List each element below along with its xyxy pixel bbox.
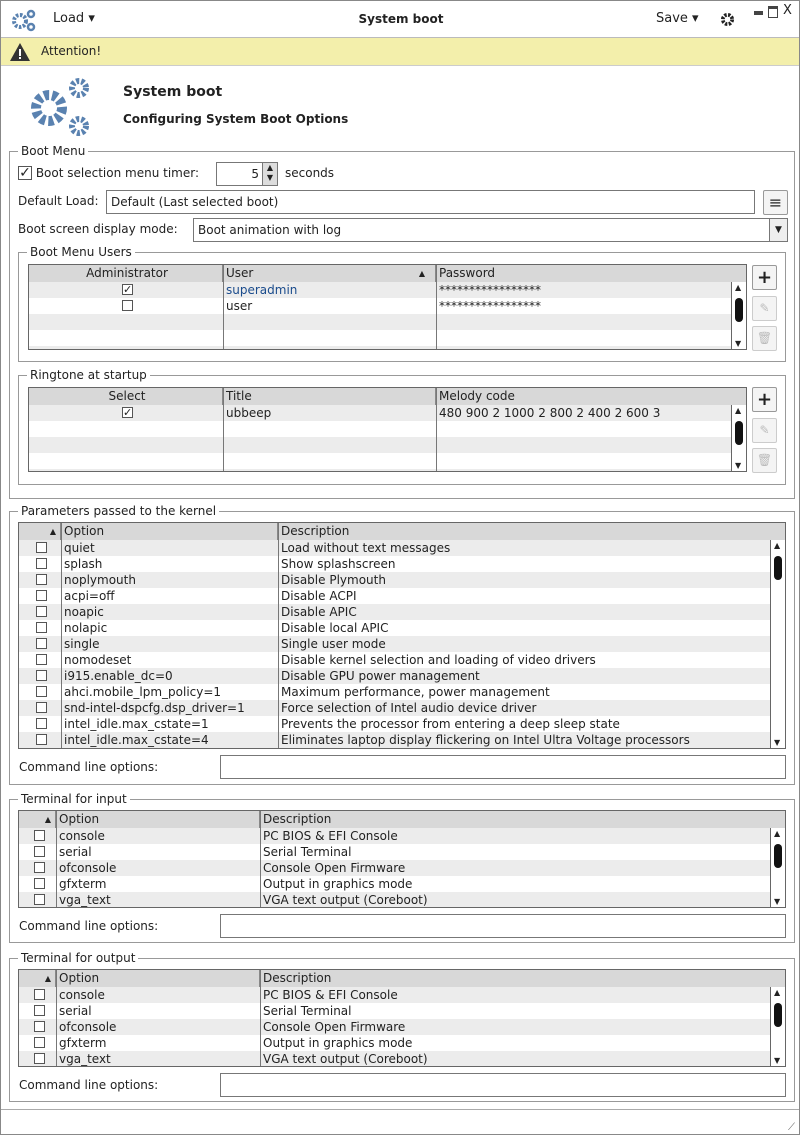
column-header-label: Administrator <box>86 266 168 280</box>
table-row[interactable] <box>19 1003 785 1019</box>
checkbox[interactable]: ✓ <box>123 283 133 296</box>
delete-user-button[interactable]: 🗑 <box>752 326 777 351</box>
table-row[interactable] <box>19 556 785 572</box>
password-cell: ***************** <box>439 299 541 313</box>
admin-checkbox-cell[interactable] <box>29 298 223 314</box>
column-header[interactable] <box>29 265 223 282</box>
checkbox[interactable] <box>36 734 47 745</box>
column-header-label: User <box>226 266 254 280</box>
attention-bar <box>1 38 799 66</box>
table-row[interactable] <box>19 860 785 876</box>
timer-spinner[interactable] <box>216 162 278 186</box>
checkbox[interactable] <box>34 894 45 905</box>
option-cell: intel_idle.max_cstate=4 <box>64 733 209 747</box>
scroll-down-icon[interactable]: ▼ <box>774 1056 781 1065</box>
default-load-field[interactable]: Default (Last selected boot) <box>106 190 755 214</box>
option-checkbox-cell[interactable] <box>19 604 61 620</box>
ringtone-legend: Ringtone at startup <box>30 368 147 382</box>
settings-gear-icon[interactable] <box>720 12 735 27</box>
sort-arrow-icon: ▲ <box>44 974 51 983</box>
column-header[interactable] <box>223 265 436 282</box>
option-cell: noplymouth <box>64 573 136 587</box>
description-cell: Load without text messages <box>281 541 451 555</box>
option-checkbox-cell[interactable] <box>19 844 56 860</box>
empty-row <box>29 314 746 330</box>
header-subtitle: Configuring System Boot Options <box>123 112 349 126</box>
option-cell: ofconsole <box>59 1020 117 1034</box>
description-cell: Prevents the processor from entering a deep sleep state <box>281 717 620 731</box>
column-header[interactable] <box>56 970 260 987</box>
empty-row <box>19 748 785 749</box>
melody-cell: 480 900 2 1000 2 800 2 400 2 600 3 <box>439 406 661 420</box>
checkbox[interactable] <box>34 830 45 841</box>
save-label: Save <box>656 11 688 26</box>
scroll-down-icon[interactable]: ▼ <box>774 738 781 747</box>
option-checkbox-cell[interactable] <box>19 1019 56 1035</box>
checkbox[interactable] <box>36 574 47 585</box>
scrollbar[interactable] <box>770 987 785 1066</box>
table-row[interactable] <box>19 876 785 892</box>
scroll-up-icon[interactable]: ▲ <box>735 283 742 292</box>
column-header-label: Password <box>439 266 496 280</box>
checkbox[interactable] <box>36 622 47 633</box>
add-user-button[interactable]: + <box>752 265 777 290</box>
table-row[interactable] <box>19 636 785 652</box>
description-cell: Output in graphics mode <box>263 877 413 891</box>
edit-user-button[interactable]: ✎ <box>752 296 777 321</box>
checkbox[interactable] <box>34 1053 45 1064</box>
description-cell: Eliminates laptop display flickering on Intel Ultra Voltage processors <box>281 733 690 747</box>
scroll-down-icon[interactable]: ▼ <box>774 897 781 906</box>
description-cell: Serial Terminal <box>263 1004 352 1018</box>
option-cell: snd-intel-dspcfg.dsp_driver=1 <box>64 701 245 715</box>
table-row[interactable] <box>19 987 785 1003</box>
status-bar <box>1 1109 799 1135</box>
checkbox[interactable] <box>34 846 45 857</box>
table-row[interactable] <box>19 1035 785 1051</box>
kernel-cmd-input[interactable] <box>220 755 786 779</box>
scroll-up-icon[interactable]: ▲ <box>735 406 742 415</box>
user-link[interactable]: superadmin <box>226 283 298 297</box>
column-header-label: Option <box>64 524 105 538</box>
kernel-table <box>18 522 786 749</box>
column-divider <box>260 811 261 907</box>
delete-ringtone-button[interactable]: 🗑 <box>752 448 777 473</box>
ringtone-table <box>28 387 747 472</box>
empty-row <box>29 469 746 472</box>
option-checkbox-cell[interactable] <box>19 668 61 684</box>
chevron-down-icon[interactable]: ▼ <box>769 219 787 241</box>
option-cell: ofconsole <box>59 861 117 875</box>
close-button[interactable]: X <box>783 3 792 18</box>
description-cell: PC BIOS & EFI Console <box>263 988 398 1002</box>
column-header[interactable] <box>436 265 747 282</box>
table-row[interactable] <box>19 1051 785 1067</box>
option-checkbox-cell[interactable] <box>19 860 56 876</box>
column-header[interactable] <box>223 388 436 405</box>
description-cell: Console Open Firmware <box>263 861 406 875</box>
description-cell: Disable local APIC <box>281 621 389 635</box>
description-cell: VGA text output (Coreboot) <box>263 893 428 907</box>
checkbox[interactable] <box>36 638 47 649</box>
option-cell: gfxterm <box>59 877 107 891</box>
option-checkbox-cell[interactable] <box>19 892 56 908</box>
column-header-label: Description <box>263 812 332 826</box>
description-cell: Single user mode <box>281 637 386 651</box>
column-divider <box>56 811 57 907</box>
edit-ringtone-button[interactable]: ✎ <box>752 418 777 443</box>
option-cell: quiet <box>64 541 95 555</box>
option-checkbox-cell[interactable] <box>19 987 56 1003</box>
load-menu-button[interactable]: Load ▾ <box>53 11 95 26</box>
table-row[interactable] <box>19 540 785 556</box>
sort-arrow-icon: ▲ <box>418 269 425 278</box>
scroll-up-icon[interactable]: ▲ <box>774 829 781 838</box>
scroll-up-icon[interactable]: ▲ <box>774 988 781 997</box>
terminal-input-table <box>18 810 786 908</box>
table-row[interactable] <box>19 652 785 668</box>
attention-text: Attention! <box>41 44 102 58</box>
term-in-legend: Terminal for input <box>21 792 127 806</box>
add-ringtone-button[interactable]: + <box>752 387 777 412</box>
scroll-down-icon[interactable]: ▼ <box>735 339 742 348</box>
column-divider <box>61 523 62 748</box>
header <box>1 66 799 144</box>
select-checkbox-cell[interactable] <box>29 405 223 421</box>
checkbox[interactable] <box>36 542 47 553</box>
column-header-label: Melody code <box>439 389 515 403</box>
timer-label: Boot selection menu timer: <box>35 166 199 180</box>
option-checkbox-cell[interactable] <box>19 652 61 668</box>
column-header[interactable] <box>56 811 260 828</box>
checkbox[interactable] <box>34 878 45 889</box>
description-cell: Disable ACPI <box>281 589 357 603</box>
display-mode-value: Boot animation with log <box>198 223 342 237</box>
table-row[interactable] <box>19 620 785 636</box>
column-divider <box>436 265 437 349</box>
description-cell: Disable APIC <box>281 605 357 619</box>
option-cell: single <box>64 637 100 651</box>
scroll-thumb[interactable] <box>735 421 743 445</box>
checkbox[interactable] <box>36 558 47 569</box>
checkbox[interactable] <box>36 670 47 681</box>
checkbox[interactable] <box>34 1021 45 1032</box>
table-row[interactable] <box>19 844 785 860</box>
timer-checkbox[interactable]: ✓ Boot selection menu timer: <box>19 164 199 181</box>
users-table <box>28 264 747 350</box>
boot-menu-legend: Boot Menu <box>21 144 86 158</box>
scroll-down-icon[interactable]: ▼ <box>735 461 742 470</box>
option-checkbox-cell[interactable] <box>19 828 56 844</box>
column-divider <box>56 970 57 1066</box>
scrollbar[interactable] <box>770 828 785 907</box>
empty-row <box>29 346 746 350</box>
column-header[interactable] <box>260 970 786 987</box>
description-cell: Disable kernel selection and loading of video drivers <box>281 653 596 667</box>
option-cell: acpi=off <box>64 589 115 603</box>
load-label: Load <box>53 11 85 26</box>
description-cell: Force selection of Intel audio device driver <box>281 701 537 715</box>
option-checkbox-cell[interactable] <box>19 540 61 556</box>
sort-arrow-icon: ▲ <box>44 815 51 824</box>
description-cell: Serial Terminal <box>263 845 352 859</box>
description-cell: Output in graphics mode <box>263 1036 413 1050</box>
checkbox[interactable] <box>36 590 47 601</box>
table-row[interactable] <box>19 572 785 588</box>
option-checkbox-cell[interactable] <box>19 700 61 716</box>
empty-row <box>29 453 746 469</box>
table-row[interactable] <box>19 732 785 748</box>
minimize-button[interactable] <box>754 11 763 15</box>
table-row[interactable] <box>19 828 785 844</box>
option-checkbox-cell[interactable] <box>19 588 61 604</box>
description-cell: Maximum performance, power management <box>281 685 550 699</box>
checkbox[interactable] <box>36 654 47 665</box>
column-header-label: Option <box>59 971 100 985</box>
checkbox[interactable] <box>36 702 47 713</box>
option-checkbox-cell[interactable] <box>19 556 61 572</box>
column-header-label: Select <box>108 389 146 403</box>
description-cell: PC BIOS & EFI Console <box>263 829 398 843</box>
option-cell: nomodeset <box>64 653 132 667</box>
term-out-cmd-input[interactable] <box>220 1073 786 1097</box>
checkbox[interactable] <box>34 989 45 1000</box>
option-cell: intel_idle.max_cstate=1 <box>64 717 209 731</box>
option-cell: console <box>59 988 105 1002</box>
option-checkbox-cell[interactable] <box>19 732 61 748</box>
empty-row <box>29 421 746 437</box>
description-cell: Disable GPU power management <box>281 669 480 683</box>
option-checkbox-cell[interactable] <box>19 620 61 636</box>
users-legend: Boot Menu Users <box>30 245 132 259</box>
scroll-thumb[interactable] <box>735 298 743 322</box>
option-cell: noapic <box>64 605 104 619</box>
column-divider <box>278 523 279 748</box>
description-cell: VGA text output (Coreboot) <box>263 1052 428 1066</box>
scrollbar[interactable] <box>731 405 746 471</box>
option-cell: gfxterm <box>59 1036 107 1050</box>
column-header[interactable] <box>436 388 747 405</box>
column-header-label: Option <box>59 812 100 826</box>
option-checkbox-cell[interactable] <box>19 716 61 732</box>
checkbox[interactable] <box>34 862 45 873</box>
checkbox[interactable] <box>36 686 47 697</box>
empty-row <box>29 330 746 346</box>
app-gears-icon <box>11 8 37 32</box>
column-header-label: Description <box>263 971 332 985</box>
table-row[interactable] <box>19 604 785 620</box>
table-row[interactable] <box>19 1019 785 1035</box>
kernel-cmd-label: Command line options: <box>19 760 159 774</box>
checkbox[interactable] <box>34 1037 45 1048</box>
option-cell: vga_text <box>59 1052 111 1066</box>
column-divider <box>223 265 224 349</box>
checkbox[interactable] <box>36 718 47 729</box>
term-out-legend: Terminal for output <box>21 951 136 965</box>
scroll-thumb[interactable] <box>774 556 782 580</box>
kernel-legend: Parameters passed to the kernel <box>21 504 217 518</box>
checkbox[interactable] <box>36 606 47 617</box>
description-cell: Disable Plymouth <box>281 573 386 587</box>
column-header[interactable] <box>19 523 61 540</box>
default-load-menu-button[interactable]: ≡ <box>763 190 788 215</box>
empty-row <box>29 437 746 453</box>
option-cell: vga_text <box>59 893 111 907</box>
seconds-label: seconds <box>285 166 335 180</box>
table-row[interactable] <box>19 700 785 716</box>
default-load-label: Default Load: <box>18 194 99 208</box>
option-checkbox-cell[interactable] <box>19 876 56 892</box>
column-divider <box>260 970 261 1066</box>
option-cell: ahci.mobile_lpm_policy=1 <box>64 685 222 699</box>
column-header[interactable] <box>19 970 56 987</box>
maximize-button[interactable] <box>768 6 778 18</box>
save-menu-button[interactable]: Save ▾ <box>656 11 699 26</box>
password-cell: ***************** <box>439 283 541 297</box>
checkbox[interactable]: ✓ <box>123 406 133 419</box>
column-divider <box>436 388 437 471</box>
option-cell: serial <box>59 845 92 859</box>
option-cell: splash <box>64 557 103 571</box>
scrollbar[interactable] <box>770 540 785 748</box>
option-cell: console <box>59 829 105 843</box>
table-row[interactable] <box>19 716 785 732</box>
column-header-label: Title <box>226 389 252 403</box>
column-divider <box>223 388 224 471</box>
title-cell: ubbeep <box>226 406 272 420</box>
option-checkbox-cell[interactable] <box>19 1035 56 1051</box>
column-header[interactable] <box>278 523 786 540</box>
spinner-arrows[interactable]: ▲ ▼ <box>262 163 277 185</box>
scroll-thumb[interactable] <box>774 1003 782 1027</box>
scroll-thumb[interactable] <box>774 844 782 868</box>
display-mode-label: Boot screen display mode: <box>18 222 178 236</box>
table-row[interactable] <box>19 588 785 604</box>
option-checkbox-cell[interactable] <box>19 1003 56 1019</box>
table-row[interactable] <box>29 282 746 298</box>
title-bar <box>1 1 799 38</box>
option-checkbox-cell[interactable] <box>19 636 61 652</box>
option-checkbox-cell[interactable] <box>19 684 61 700</box>
table-row[interactable] <box>19 892 785 908</box>
option-cell: serial <box>59 1004 92 1018</box>
checkbox[interactable] <box>122 300 133 311</box>
term-in-cmd-label: Command line options: <box>19 919 159 933</box>
terminal-output-table <box>18 969 786 1067</box>
admin-checkbox-cell[interactable] <box>29 282 223 298</box>
display-mode-select[interactable] <box>193 218 788 242</box>
resize-grip-icon[interactable]: ⟋ <box>788 1122 795 1133</box>
header-title: System boot <box>123 84 223 100</box>
description-cell: Console Open Firmware <box>263 1020 406 1034</box>
term-in-cmd-input[interactable] <box>220 914 786 938</box>
sort-arrow-icon: ▲ <box>49 527 56 536</box>
table-row[interactable] <box>29 405 746 421</box>
column-header[interactable] <box>61 523 278 540</box>
term-out-cmd-label: Command line options: <box>19 1078 159 1092</box>
timer-value: 5 <box>251 167 259 181</box>
user-cell: user <box>226 299 253 313</box>
header-gears-icon <box>27 76 95 138</box>
table-row[interactable] <box>29 298 746 314</box>
option-cell: nolapic <box>64 621 108 635</box>
option-checkbox-cell[interactable] <box>19 1051 56 1067</box>
table-row[interactable] <box>19 684 785 700</box>
scrollbar[interactable] <box>731 282 746 349</box>
column-header[interactable] <box>260 811 786 828</box>
user-cell <box>223 282 436 298</box>
window-title: System boot <box>358 12 444 26</box>
column-header-label: Description <box>281 524 350 538</box>
scroll-up-icon[interactable]: ▲ <box>774 541 781 550</box>
option-checkbox-cell[interactable] <box>19 572 61 588</box>
column-header[interactable] <box>19 811 56 828</box>
column-header[interactable] <box>29 388 223 405</box>
warning-icon <box>9 42 31 62</box>
description-cell: Show splashscreen <box>281 557 396 571</box>
checkbox[interactable] <box>34 1005 45 1016</box>
table-row[interactable] <box>19 668 785 684</box>
option-cell: i915.enable_dc=0 <box>64 669 173 683</box>
